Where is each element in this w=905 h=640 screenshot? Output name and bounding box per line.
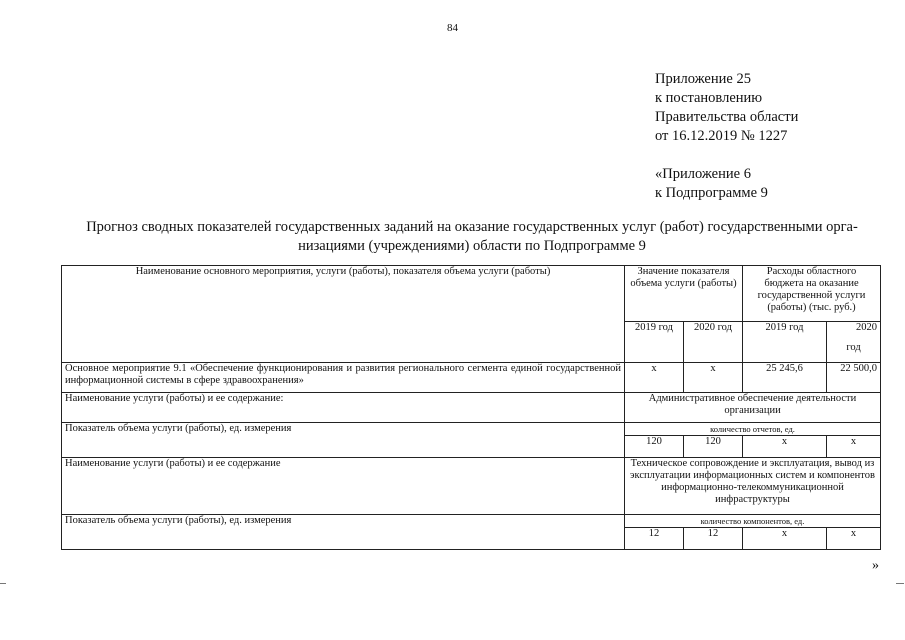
appendix-line: «Приложение 6 — [655, 166, 751, 182]
left-edge-mark — [0, 583, 6, 584]
measure-expense-2019: 25 245,6 — [743, 363, 827, 393]
service2-indicator-unit: количество компонентов, ед. — [625, 515, 881, 528]
header-volume-column: Значение показателя объема услуги (работы) — [625, 266, 743, 322]
appendix-line: к Подпрограмме 9 — [655, 185, 768, 201]
service1-volume-2019: 120 — [625, 436, 684, 458]
service2-expense-2020: х — [827, 528, 881, 550]
service1-indicator-unit: количество отчетов, ед. — [625, 423, 881, 436]
service2-expense-2019: х — [743, 528, 827, 550]
header-name-column: Наименование основного мероприятия, услуги (работы), показателя объема услуги (работы) — [62, 266, 625, 363]
appendix-line: Приложение 25 — [655, 71, 751, 87]
service2-volume-2020: 12 — [684, 528, 743, 550]
closing-quote: » — [872, 558, 879, 573]
service1-indicator-label: Показатель объема услуги (работы), ед. измерения — [62, 423, 625, 458]
service2-label: Наименование услуги (работы) и ее содержание — [62, 458, 625, 515]
document-title — [60, 218, 884, 256]
measure-expense-2020: 22 500,0 — [827, 363, 881, 393]
measure-name: Основное мероприятие 9.1 «Обеспечение функционирования и развития регионального сегмента единой государственной информационной системы в сфере здравоохранения» — [62, 363, 625, 393]
service1-content: Административное обеспечение деятельности организации — [625, 393, 881, 423]
title-line: низациями (учреждениями) области по Подпрограмме 9 — [298, 238, 646, 254]
header-expense-column: Расходы областного бюджета на оказание государственной услуги (работы) (тыс. руб.) — [743, 266, 881, 322]
measure-volume-2020: х — [684, 363, 743, 393]
service2-content: Техническое сопровождение и эксплуатация, вывод из эксплуатации информационных систем и компонентов информационно-телекоммуникационной инфраструктуры — [625, 458, 881, 515]
header-year-2020-word: год — [846, 342, 861, 353]
service1-volume-2020: 120 — [684, 436, 743, 458]
appendix-line: Правительства области — [655, 109, 799, 125]
appendix-header — [655, 70, 798, 203]
page-number: 84 — [447, 22, 458, 34]
service1-label: Наименование услуги (работы) и ее содержание: — [62, 393, 625, 423]
appendix-line: к постановлению — [655, 90, 763, 106]
indicators-table — [61, 265, 881, 550]
header-year-2019-volume: 2019 год — [625, 322, 684, 363]
header-year-2020-expense — [827, 322, 881, 363]
header-year-2019-expense: 2019 год — [743, 322, 827, 363]
service2-indicator-label: Показатель объема услуги (работы), ед. измерения — [62, 515, 625, 550]
service1-expense-2019: х — [743, 436, 827, 458]
measure-volume-2019: х — [625, 363, 684, 393]
right-edge-mark — [896, 583, 904, 584]
service1-expense-2020: х — [827, 436, 881, 458]
header-year-2020-volume: 2020 год — [684, 322, 743, 363]
service2-volume-2019: 12 — [625, 528, 684, 550]
appendix-line: от 16.12.2019 № 1227 — [655, 128, 788, 144]
title-line: Прогноз сводных показателей государственных заданий на оказание государственных услуг (работ) государственными орга- — [86, 219, 858, 235]
header-year-2020-number: 2020 — [856, 322, 877, 333]
